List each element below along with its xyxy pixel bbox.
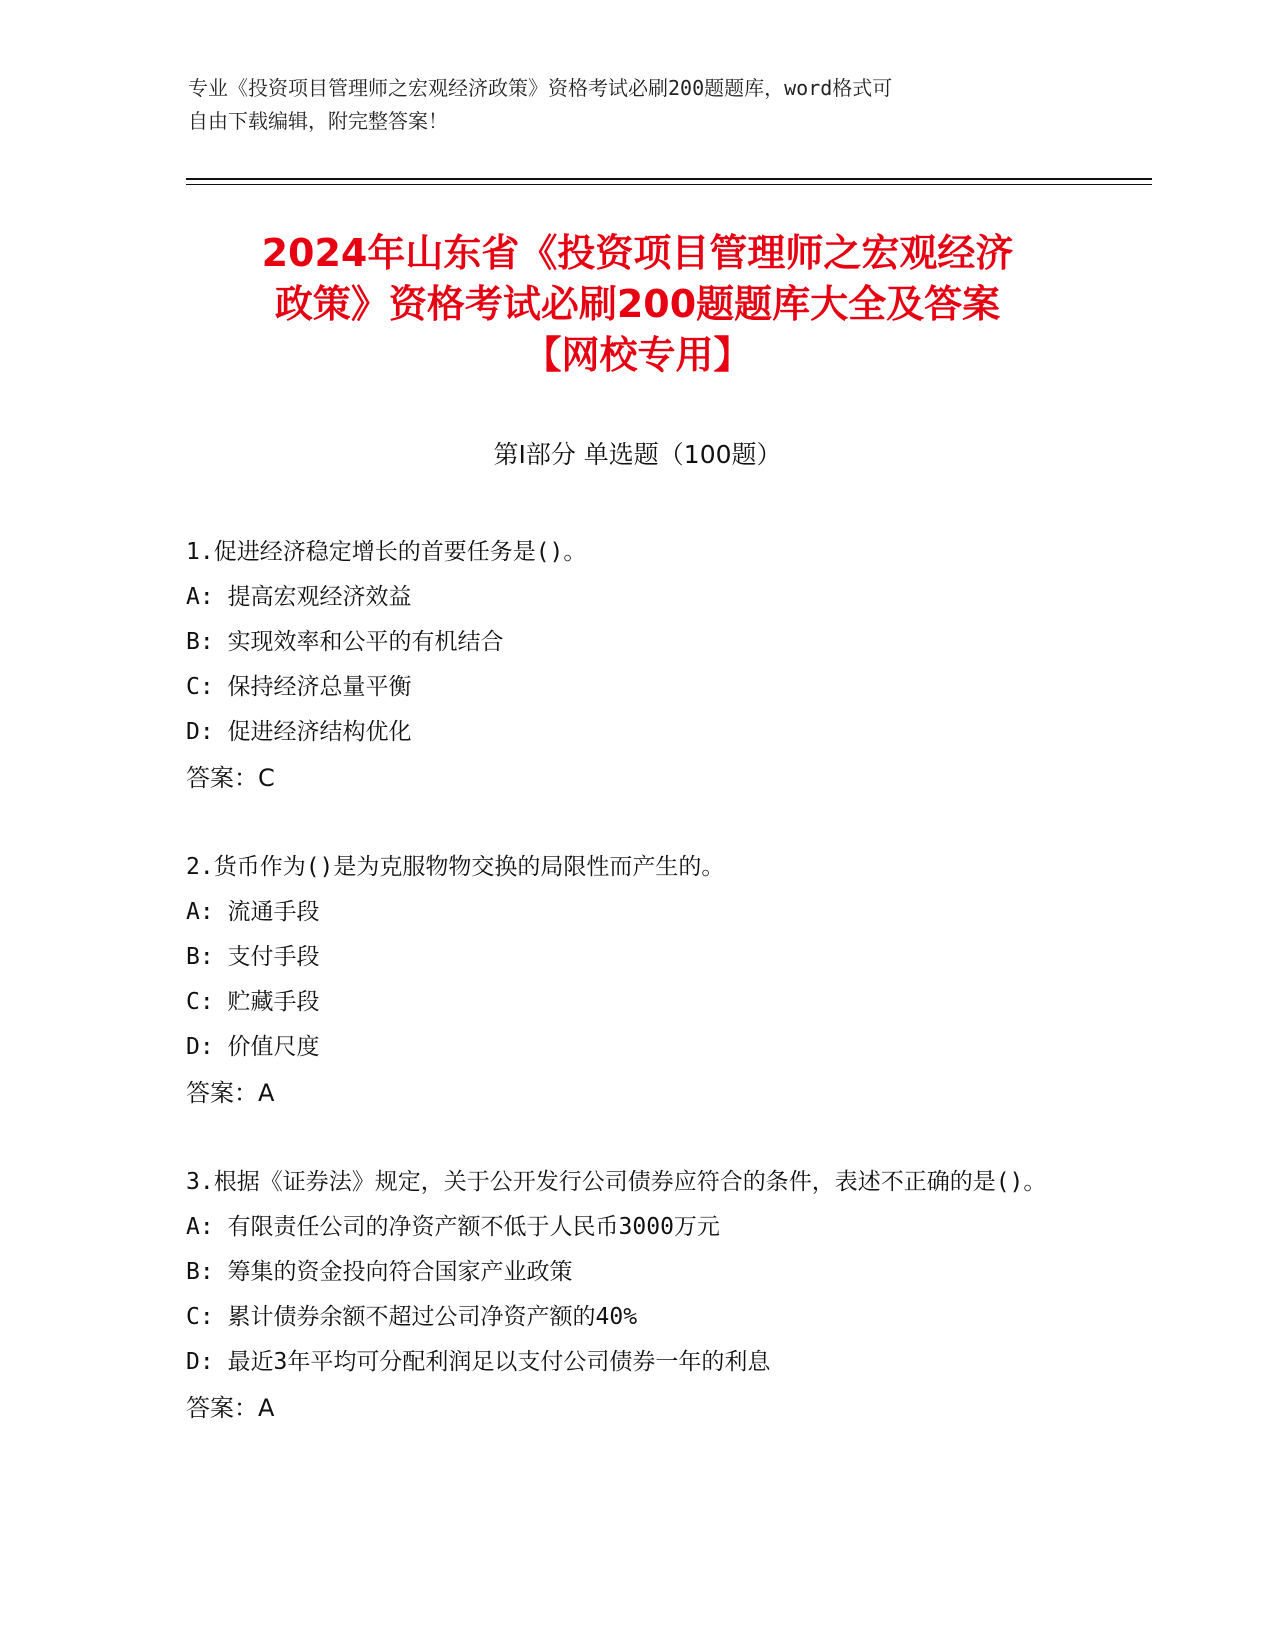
- option-a: A: 提高宏观经济效益: [186, 584, 412, 610]
- option-c: C: 累计债券余额不超过公司净资产额的40%: [186, 1304, 638, 1330]
- option-d: D: 最近3年平均可分配利润足以支付公司债券一年的利息: [186, 1349, 771, 1375]
- option-c: C: 保持经济总量平衡: [186, 674, 412, 700]
- question-list: [186, 530, 1066, 1475]
- option-c: C: 贮藏手段: [186, 989, 320, 1015]
- option-a: A: 流通手段: [186, 899, 320, 925]
- header-note: [188, 72, 1068, 138]
- option-d: D: 促进经济结构优化: [186, 719, 412, 745]
- question-1: [186, 530, 1066, 801]
- answer: 答案：A: [186, 1079, 275, 1107]
- question-stem: 2.货币作为()是为克服物物交换的局限性而产生的。: [186, 854, 725, 880]
- question-2: [186, 845, 1066, 1116]
- option-a: A: 有限责任公司的净资产额不低于人民币3000万元: [186, 1214, 720, 1240]
- header-rule-thick: [186, 178, 1152, 180]
- header-rule-thin: [186, 184, 1152, 185]
- question-stem: 1.促进经济稳定增长的首要任务是()。: [186, 539, 587, 565]
- option-b: B: 筹集的资金投向符合国家产业政策: [186, 1259, 573, 1285]
- document-title-line: 政策》资格考试必刷200题题库大全及答案: [274, 282, 1001, 326]
- question-3: [186, 1160, 1066, 1431]
- section-title: 第Ⅰ部分 单选题（100题）: [493, 440, 782, 469]
- option-b: B: 实现效率和公平的有机结合: [186, 629, 504, 655]
- question-stem: 3.根据《证券法》规定，关于公开发行公司债券应符合的条件，表述不正确的是()。: [186, 1169, 1047, 1195]
- option-d: D: 价值尺度: [186, 1034, 320, 1060]
- option-b: B: 支付手段: [186, 944, 320, 970]
- answer: 答案：C: [186, 764, 275, 792]
- header-note-line: 专业《投资项目管理师之宏观经济政策》资格考试必刷200题题库，word格式可: [188, 76, 893, 100]
- answer: 答案：A: [186, 1394, 275, 1422]
- header-note-line: 自由下载编辑，附完整答案！: [188, 109, 448, 133]
- document-title-line: 【网校专用】: [523, 333, 752, 377]
- document-title: [140, 228, 1135, 381]
- document-title-line: 2024年山东省《投资项目管理师之宏观经济: [261, 231, 1014, 275]
